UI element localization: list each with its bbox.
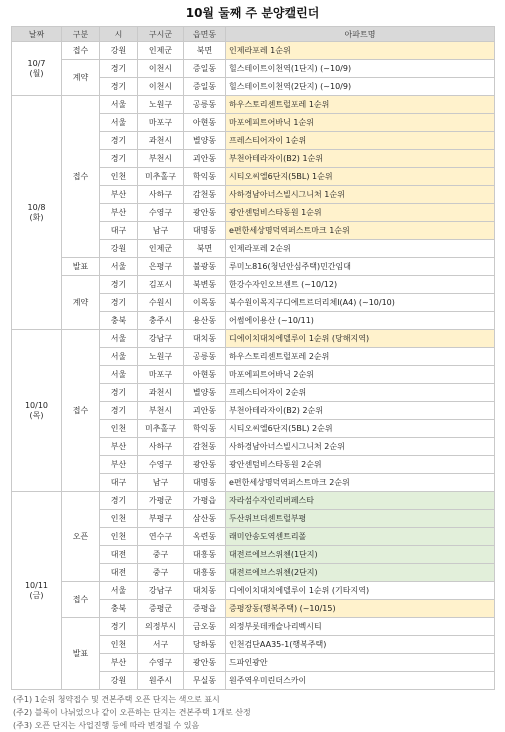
gu-cell: 남구 [138,222,184,240]
table-header [12,27,495,42]
dong-cell: 북면 [184,42,226,60]
gu-cell: 강남구 [138,582,184,600]
dong-cell: 증평읍 [184,600,226,618]
si-cell: 인천 [100,510,138,528]
page-title: 10월 둘째 주 분양캘린더 [185,6,320,20]
gu-cell: 노원구 [138,348,184,366]
si-cell: 부산 [100,186,138,204]
apt-cell: 인제라포레 2순위 [226,240,495,258]
dong-cell: 괴안동 [184,402,226,420]
table-row [12,618,495,636]
gu-cell: 수영구 [138,204,184,222]
table-row [12,60,495,78]
gu-cell: 은평구 [138,258,184,276]
dong-cell: 아현동 [184,114,226,132]
dong-cell: 괴안동 [184,150,226,168]
si-cell: 강원 [100,240,138,258]
si-cell: 인천 [100,168,138,186]
table-row [12,330,495,348]
si-cell: 대구 [100,474,138,492]
dong-cell: 증일동 [184,78,226,96]
gu-cell: 중구 [138,546,184,564]
table-row [12,96,495,114]
col-type: 구분 [62,27,100,42]
apt-cell: 마포에피트어바닉 2순위 [226,366,495,384]
gu-cell: 인제군 [138,42,184,60]
dong-cell: 당하동 [184,636,226,654]
apt-cell: e편한세상명덕역퍼스트마크 2순위 [226,474,495,492]
footnotes [13,693,505,732]
apt-cell: 자라섬수자인리버페스타 [226,492,495,510]
si-cell: 인천 [100,528,138,546]
type-cell: 접수 [62,330,100,492]
table-row [12,582,495,600]
si-cell: 부산 [100,654,138,672]
dong-cell: 옥련동 [184,528,226,546]
gu-cell: 중구 [138,564,184,582]
gu-cell: 이천시 [138,78,184,96]
gu-cell: 김포시 [138,276,184,294]
gu-cell: 과천시 [138,384,184,402]
si-cell: 경기 [100,276,138,294]
gu-cell: 인제군 [138,240,184,258]
apt-cell: 드파인광안 [226,654,495,672]
si-cell: 경기 [100,384,138,402]
type-cell: 발표 [62,258,100,276]
dong-cell: 금오동 [184,618,226,636]
dong-cell: 이목동 [184,294,226,312]
gu-cell: 충주시 [138,312,184,330]
si-cell: 부산 [100,456,138,474]
gu-cell: 연수구 [138,528,184,546]
si-cell: 인천 [100,636,138,654]
apt-cell: 한강수자인오브센트 (~10/12) [226,276,495,294]
date-cell: 10/8 (화) [12,96,62,330]
apt-cell: 광안센텀비스타동원 1순위 [226,204,495,222]
col-apt: 아파트명 [226,27,495,42]
table-row [12,42,495,60]
col-gu: 구시군 [138,27,184,42]
apt-cell: 디에이치대치에델루이 1순위 (기타지역) [226,582,495,600]
type-cell: 접수 [62,42,100,60]
table-row [12,258,495,276]
dong-cell: 감천동 [184,438,226,456]
schedule-table [11,26,495,690]
apt-cell: 인제라포레 1순위 [226,42,495,60]
gu-cell: 부천시 [138,402,184,420]
apt-cell: 힐스테이트이천역(2단지) (~10/9) [226,78,495,96]
dong-cell: 대명동 [184,222,226,240]
apt-cell: 사하경남아너스빌시그니처 1순위 [226,186,495,204]
dong-cell: 아현동 [184,366,226,384]
apt-cell: 마포에피트어바닉 1순위 [226,114,495,132]
footnote: (주2) 블록이 나뉘었으나 같이 오픈하는 단지는 견본주택 1개로 산정 [13,708,251,717]
gu-cell: 의정부시 [138,618,184,636]
gu-cell: 부천시 [138,150,184,168]
type-cell: 계약 [62,276,100,330]
gu-cell: 부평구 [138,510,184,528]
gu-cell: 노원구 [138,96,184,114]
dong-cell: 북변동 [184,276,226,294]
dong-cell: 광안동 [184,204,226,222]
dong-cell: 불광동 [184,258,226,276]
si-cell: 경기 [100,60,138,78]
apt-cell: 부천아테라자이(B2) 1순위 [226,150,495,168]
apt-cell: 의정부롯데캐슬나리벡시티 [226,618,495,636]
dong-cell: 공릉동 [184,96,226,114]
dong-cell: 대치동 [184,330,226,348]
table-row [12,276,495,294]
si-cell: 강원 [100,42,138,60]
dong-cell: 대흥동 [184,546,226,564]
type-cell: 접수 [62,582,100,618]
apt-cell: 시티오씨엘6단지(5BL) 1순위 [226,168,495,186]
si-cell: 대전 [100,564,138,582]
apt-cell: 광안센텀비스타동원 2순위 [226,456,495,474]
dong-cell: 증일동 [184,60,226,78]
apt-cell: e편한세상명덕역퍼스트마크 1순위 [226,222,495,240]
apt-cell: 시티오씨엘6단지(5BL) 2순위 [226,420,495,438]
apt-cell: 북수원이목지구디에트르더리체Ⅰ(A4) (~10/10) [226,294,495,312]
si-cell: 부산 [100,438,138,456]
apt-cell: 두산위브더센트럴부평 [226,510,495,528]
si-cell: 경기 [100,294,138,312]
dong-cell: 광안동 [184,654,226,672]
apt-cell: 힐스테이트이천역(1단지) (~10/9) [226,60,495,78]
gu-cell: 원주시 [138,672,184,690]
apt-cell: 디에이치대치에델루이 1순위 (당해지역) [226,330,495,348]
si-cell: 충북 [100,600,138,618]
si-cell: 충북 [100,312,138,330]
dong-cell: 무실동 [184,672,226,690]
col-si: 시 [100,27,138,42]
si-cell: 부산 [100,204,138,222]
si-cell: 대구 [100,222,138,240]
table-body [12,42,495,690]
gu-cell: 남구 [138,474,184,492]
dong-cell: 별양동 [184,132,226,150]
dong-cell: 가평읍 [184,492,226,510]
type-cell: 계약 [62,60,100,96]
gu-cell: 사하구 [138,186,184,204]
dong-cell: 공릉동 [184,348,226,366]
dong-cell: 대명동 [184,474,226,492]
apt-cell: 하우스토리센트럴포레 1순위 [226,96,495,114]
dong-cell: 학익동 [184,420,226,438]
gu-cell: 서구 [138,636,184,654]
si-cell: 서울 [100,582,138,600]
si-cell: 경기 [100,618,138,636]
apt-cell: 원주역우미린더스카이 [226,672,495,690]
type-cell: 발표 [62,618,100,690]
apt-cell: 하우스토리센트럴포레 2순위 [226,348,495,366]
apt-cell: 래미안송도역센트리폴 [226,528,495,546]
dong-cell: 용산동 [184,312,226,330]
gu-cell: 가평군 [138,492,184,510]
dong-cell: 감천동 [184,186,226,204]
gu-cell: 강남구 [138,330,184,348]
dong-cell: 별양동 [184,384,226,402]
type-cell: 오픈 [62,492,100,582]
gu-cell: 수영구 [138,456,184,474]
gu-cell: 마포구 [138,366,184,384]
dong-cell: 학익동 [184,168,226,186]
apt-cell: 사하경남아너스빌시그니처 2순위 [226,438,495,456]
apt-cell: 프레스티어자이 2순위 [226,384,495,402]
apt-cell: 대전르에브스위첸(2단지) [226,564,495,582]
gu-cell: 과천시 [138,132,184,150]
si-cell: 경기 [100,132,138,150]
dong-cell: 삼산동 [184,510,226,528]
apt-cell: 대전르에브스위첸(1단지) [226,546,495,564]
si-cell: 경기 [100,78,138,96]
si-cell: 서울 [100,114,138,132]
si-cell: 경기 [100,402,138,420]
apt-cell: 부천아테라자이(B2) 2순위 [226,402,495,420]
gu-cell: 수영구 [138,654,184,672]
gu-cell: 미추홀구 [138,420,184,438]
date-cell: 10/10 (목) [12,330,62,492]
apt-cell: 인천검단AA35-1(행복주택) [226,636,495,654]
apt-cell: 증평장동(행복주택) (~10/15) [226,600,495,618]
date-cell: 10/7 (월) [12,42,62,96]
si-cell: 서울 [100,348,138,366]
gu-cell: 마포구 [138,114,184,132]
dong-cell: 북면 [184,240,226,258]
si-cell: 서울 [100,366,138,384]
col-dong: 읍면동 [184,27,226,42]
si-cell: 서울 [100,330,138,348]
gu-cell: 이천시 [138,60,184,78]
footnote: (주3) 오픈 단지는 사업진행 등에 따라 변경될 수 있음 [13,721,200,730]
si-cell: 서울 [100,96,138,114]
dong-cell: 대치동 [184,582,226,600]
gu-cell: 미추홀구 [138,168,184,186]
table-row [12,492,495,510]
dong-cell: 광안동 [184,456,226,474]
col-date: 날짜 [12,27,62,42]
gu-cell: 증평군 [138,600,184,618]
si-cell: 강원 [100,672,138,690]
si-cell: 서울 [100,258,138,276]
apt-cell: 어썸에이용산 (~10/11) [226,312,495,330]
type-cell: 접수 [62,96,100,258]
gu-cell: 사하구 [138,438,184,456]
date-cell: 10/11 (금) [12,492,62,690]
apt-cell: 프레스티어자이 1순위 [226,132,495,150]
apt-cell: 루미노816(청년안심주택)민간임대 [226,258,495,276]
si-cell: 대전 [100,546,138,564]
si-cell: 경기 [100,492,138,510]
si-cell: 경기 [100,150,138,168]
footnote: (주1) 1순위 청약접수 및 견본주택 오픈 단지는 색으로 표시 [13,695,220,704]
gu-cell: 수원시 [138,294,184,312]
si-cell: 인천 [100,420,138,438]
dong-cell: 대흥동 [184,564,226,582]
